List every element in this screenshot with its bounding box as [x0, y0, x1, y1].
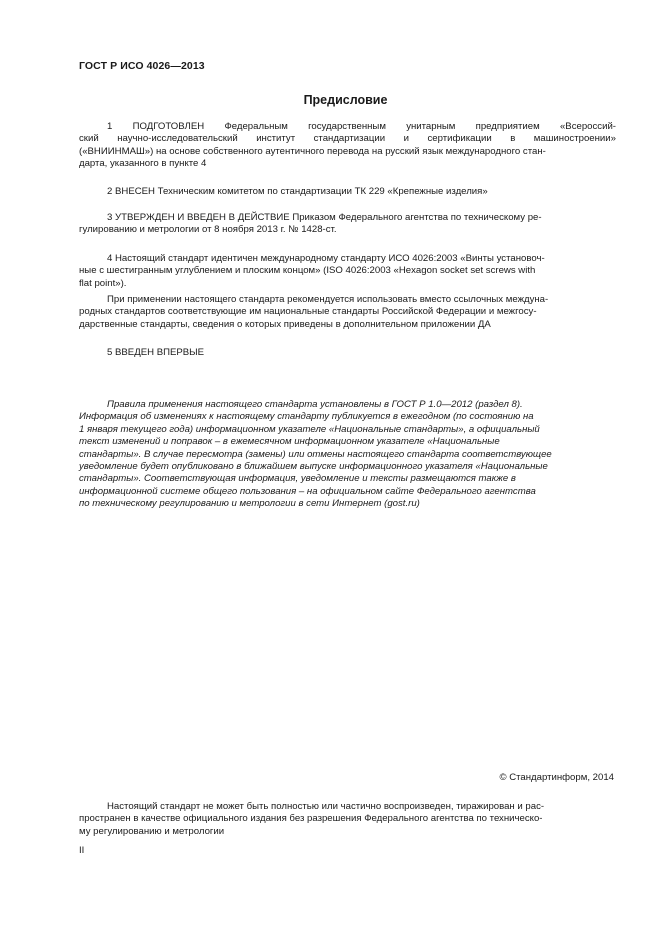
word: «Всероссий-: [559, 121, 616, 132]
paragraph-5-line-1: 5 ВВЕДЕН ВПЕРВЫЕ: [107, 347, 205, 358]
paragraph-4-note-line-3: дарственные стандарты, сведения о которых приведены в дополнительном приложении ДА: [79, 318, 491, 330]
paragraph-1-line-3: («ВНИИНМАШ») на основе собственного аутентичного перевода на русский язык международного стан-: [79, 145, 546, 157]
copyright-notice: © Стандартинформ, 2014: [499, 772, 614, 783]
notice-line: 1 января текущего года) информационном указателе «Национальные стандарты», а официальный: [79, 423, 540, 435]
notice-line: информационной системе общего пользования – на официальном сайте Федерального агентства: [79, 485, 536, 497]
word: предприятием: [475, 121, 540, 132]
page-number: II: [79, 845, 85, 856]
notice-line: стандарты». Соответствующая информация, уведомление и тексты размещаются также в: [79, 473, 516, 485]
paragraph-1-line-4: дарта, указанного в пункте 4: [79, 158, 207, 170]
word: в: [510, 133, 516, 145]
word: Федеральным: [224, 121, 288, 132]
word: машиностроении»: [533, 133, 616, 145]
paragraph-2: [79, 186, 616, 198]
notice-line: Правила применения настоящего стандарта установлены в ГОСТ Р 1.0—2012 (раздел 8).: [107, 399, 523, 410]
word: унитарным: [406, 121, 456, 132]
word: 1: [107, 121, 113, 132]
notice-line: по техническому регулированию и метрологии в сети Интернет (gost.ru): [79, 498, 420, 510]
section-title: Предисловие: [303, 93, 388, 107]
paragraph-2-line-1: 2 ВНЕСЕН Техническим комитетом по стандартизации ТК 229 «Крепежные изделия»: [107, 186, 488, 197]
paragraph-4-note-line-2: родных стандартов соответствующие им национальные стандарты Российской Федерации и межгосу-: [79, 306, 537, 318]
document-code: ГОСТ Р ИСО 4026—2013: [79, 60, 205, 72]
notice-line: уведомление будет опубликовано в ближайшем выпуске информационного указателя «Национальные: [79, 461, 548, 473]
footer-line-2: пространен в качестве официального издания без разрешения Федерального агентства по техническо-: [79, 813, 543, 825]
notice-line: текст изменений и поправок – в ежемесячном информационном указателе «Национальные: [79, 436, 500, 448]
paragraph-4: [79, 253, 616, 290]
notice-line: Информация об изменениях к настоящему стандарту публикуется в ежегодном (по состоянию на: [79, 411, 534, 423]
paragraph-4-line-1: 4 Настоящий стандарт идентичен международному стандарту ИСО 4026:2003 «Винты установоч-: [107, 253, 545, 264]
reproduction-notice: [79, 801, 616, 838]
word: институт: [256, 133, 296, 145]
word: научно-исследовательский: [117, 133, 238, 145]
footer-line-3: му регулированию и метрологии: [79, 825, 225, 837]
paragraph-4-note-line-1: При применении настоящего стандарта рекомендуется использовать вместо ссылочных междуна-: [107, 294, 549, 305]
paragraph-1: [79, 121, 616, 171]
word: сертификации: [427, 133, 492, 145]
paragraph-3-line-2: гулированию и метрологии от 8 ноября 2013 г. № 1428-ст.: [79, 224, 337, 236]
paragraph-1-line-1: [79, 121, 616, 133]
paragraph-4-line-3: flat point»).: [79, 277, 127, 289]
paragraph-5: [79, 347, 616, 359]
word: ский: [79, 133, 99, 145]
paragraph-4-line-2: ные с шестигранным углублением и плоским концом» (ISO 4026:2003 «Hexagon socket set screws with: [79, 265, 536, 277]
paragraph-1-line-2: [79, 133, 616, 145]
word: государственным: [308, 121, 386, 132]
paragraph-4-note: [79, 294, 616, 331]
paragraph-3: [79, 212, 616, 237]
notice-line: стандарты». В случае пересмотра (замены) или отмены настоящего стандарта соответствующее: [79, 448, 552, 460]
word: стандартизации: [313, 133, 386, 145]
notice-block: [79, 399, 616, 511]
footer-line-1: Настоящий стандарт не может быть полностью или частично воспроизведен, тиражирован и рас-: [107, 801, 545, 812]
paragraph-3-line-1: 3 УТВЕРЖДЕН И ВВЕДЕН В ДЕЙСТВИЕ Приказом Федерального агентства по техническому ре-: [107, 212, 542, 223]
word: и: [403, 133, 409, 145]
word: ПОДГОТОВЛЕН: [132, 121, 205, 132]
